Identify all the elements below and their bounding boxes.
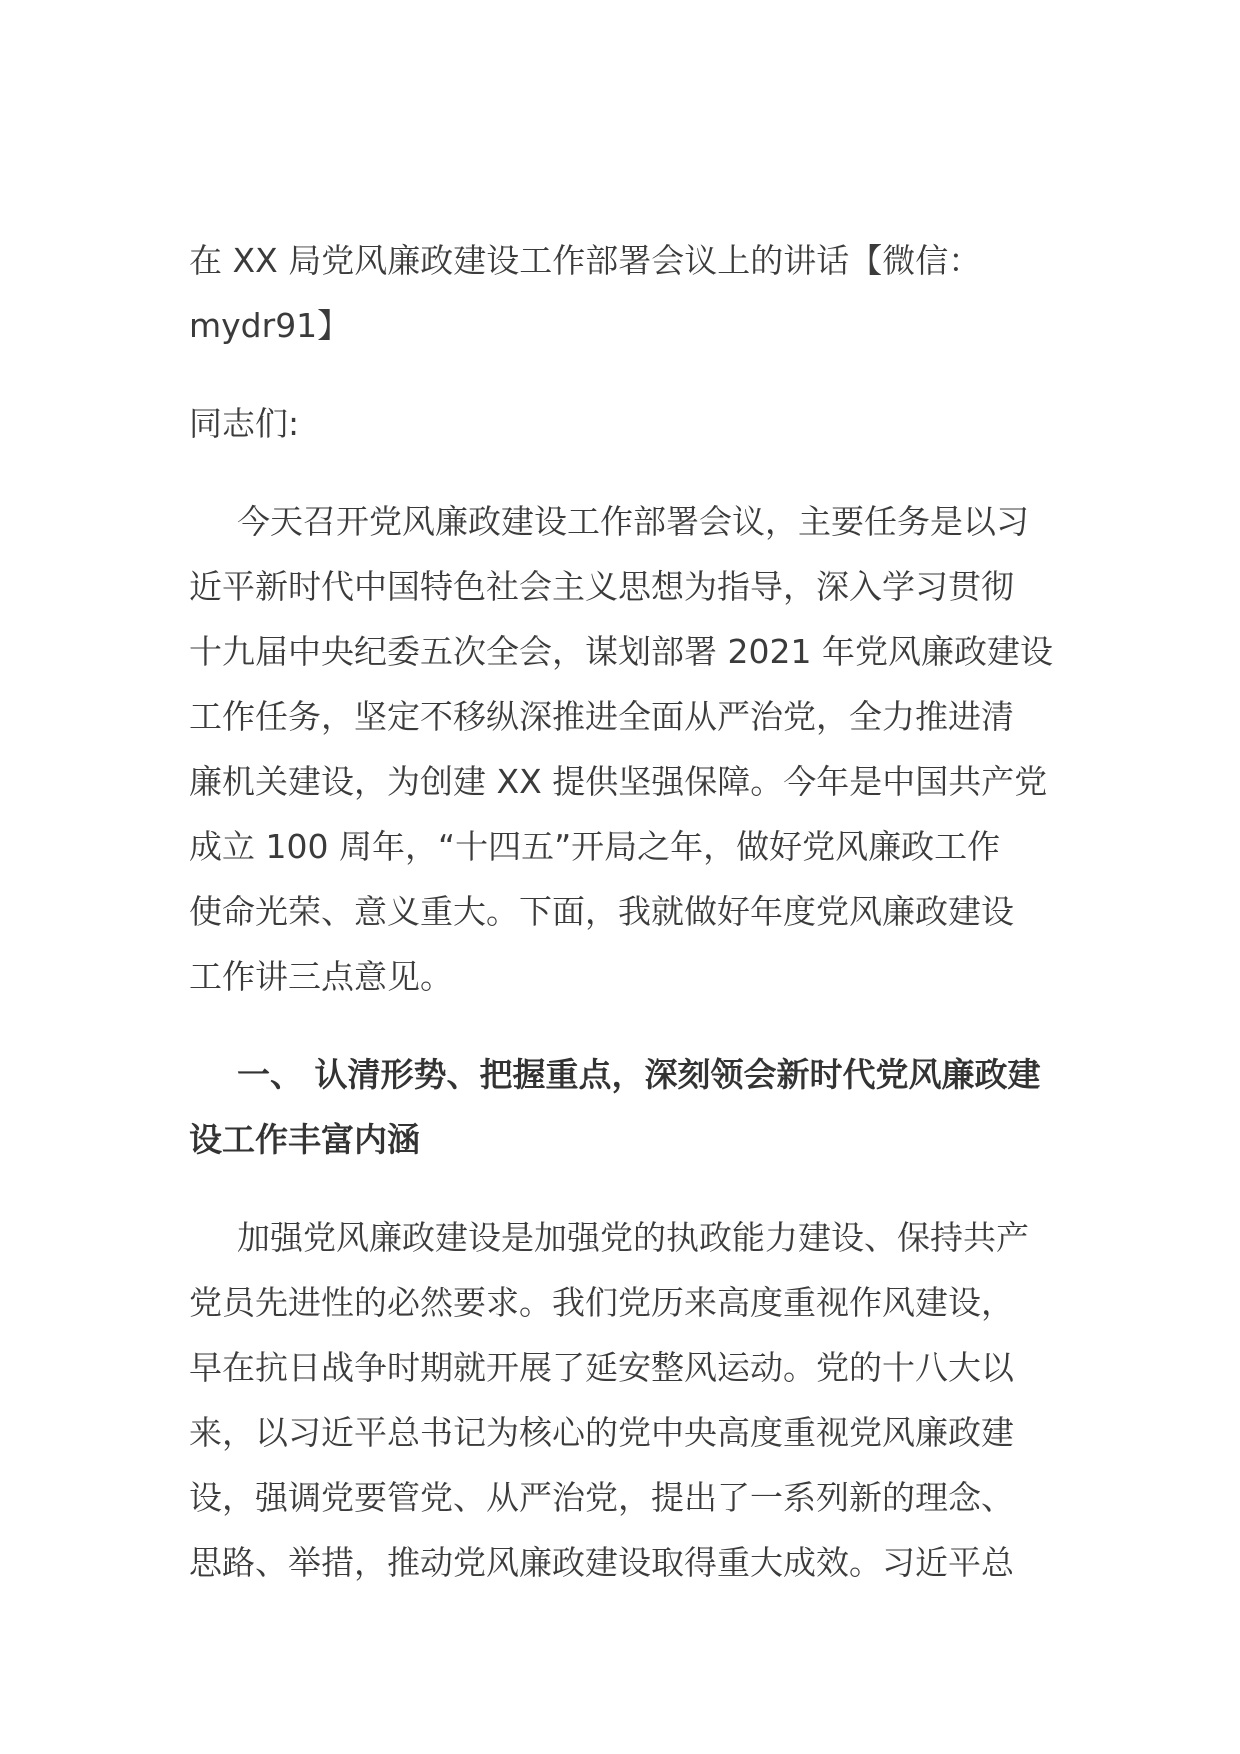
paragraph-line: 来，以习近平总书记为核心的党中央高度重视党风廉政建: [189, 1413, 1014, 1452]
salutation: [189, 391, 1069, 456]
paragraph-line: 工作讲三点意见。: [189, 957, 453, 996]
heading-line: 设工作丰富内涵: [189, 1120, 420, 1159]
paragraph-intro: [189, 489, 1069, 1009]
paragraph-line: 党员先进性的必然要求。我们党历来高度重视作风建设，: [189, 1283, 1014, 1322]
paragraph-line: 早在抗日战争时期就开展了延安整风运动。党的十八大以: [189, 1348, 1014, 1387]
paragraph-line: 设，强调党要管党、从严治党，提出了一系列新的理念、: [189, 1478, 1014, 1517]
salutation-text: 同志们:: [189, 404, 300, 443]
title-line: mydr91】: [189, 306, 351, 345]
heading-line: 一、 认清形势、把握重点，深刻领会新时代党风廉政建: [237, 1055, 1041, 1094]
document-title: [189, 228, 1069, 358]
paragraph-line: 近平新时代中国特色社会主义思想为指导，深入学习贯彻: [189, 567, 1014, 606]
paragraph-line: 加强党风廉政建设是加强党的执政能力建设、保持共产: [237, 1218, 1029, 1257]
paragraph-line: 廉机关建设，为创建 XX 提供坚强保障。今年是中国共产党: [189, 762, 1048, 801]
paragraph-line: 成立 100 周年，“十四五”开局之年，做好党风廉政工作: [189, 827, 1001, 866]
paragraph-line: 工作任务，坚定不移纵深推进全面从严治党，全力推进清: [189, 697, 1014, 736]
paragraph-line: 今天召开党风廉政建设工作部署会议，主要任务是以习: [237, 502, 1029, 541]
paragraph-line: 使命光荣、意义重大。下面，我就做好年度党风廉政建设: [189, 892, 1014, 931]
paragraph-line: 十九届中央纪委五次全会，谋划部署 2021 年党风廉政建设: [189, 632, 1053, 671]
paragraph-section-1: [189, 1205, 1069, 1595]
section-heading-1: [189, 1042, 1069, 1172]
paragraph-line: 思路、举措，推动党风廉政建设取得重大成效。习近平总: [189, 1543, 1014, 1582]
title-line: 在 XX 局党风廉政建设工作部署会议上的讲话【微信：: [189, 241, 982, 280]
document-page: [189, 228, 1069, 1628]
